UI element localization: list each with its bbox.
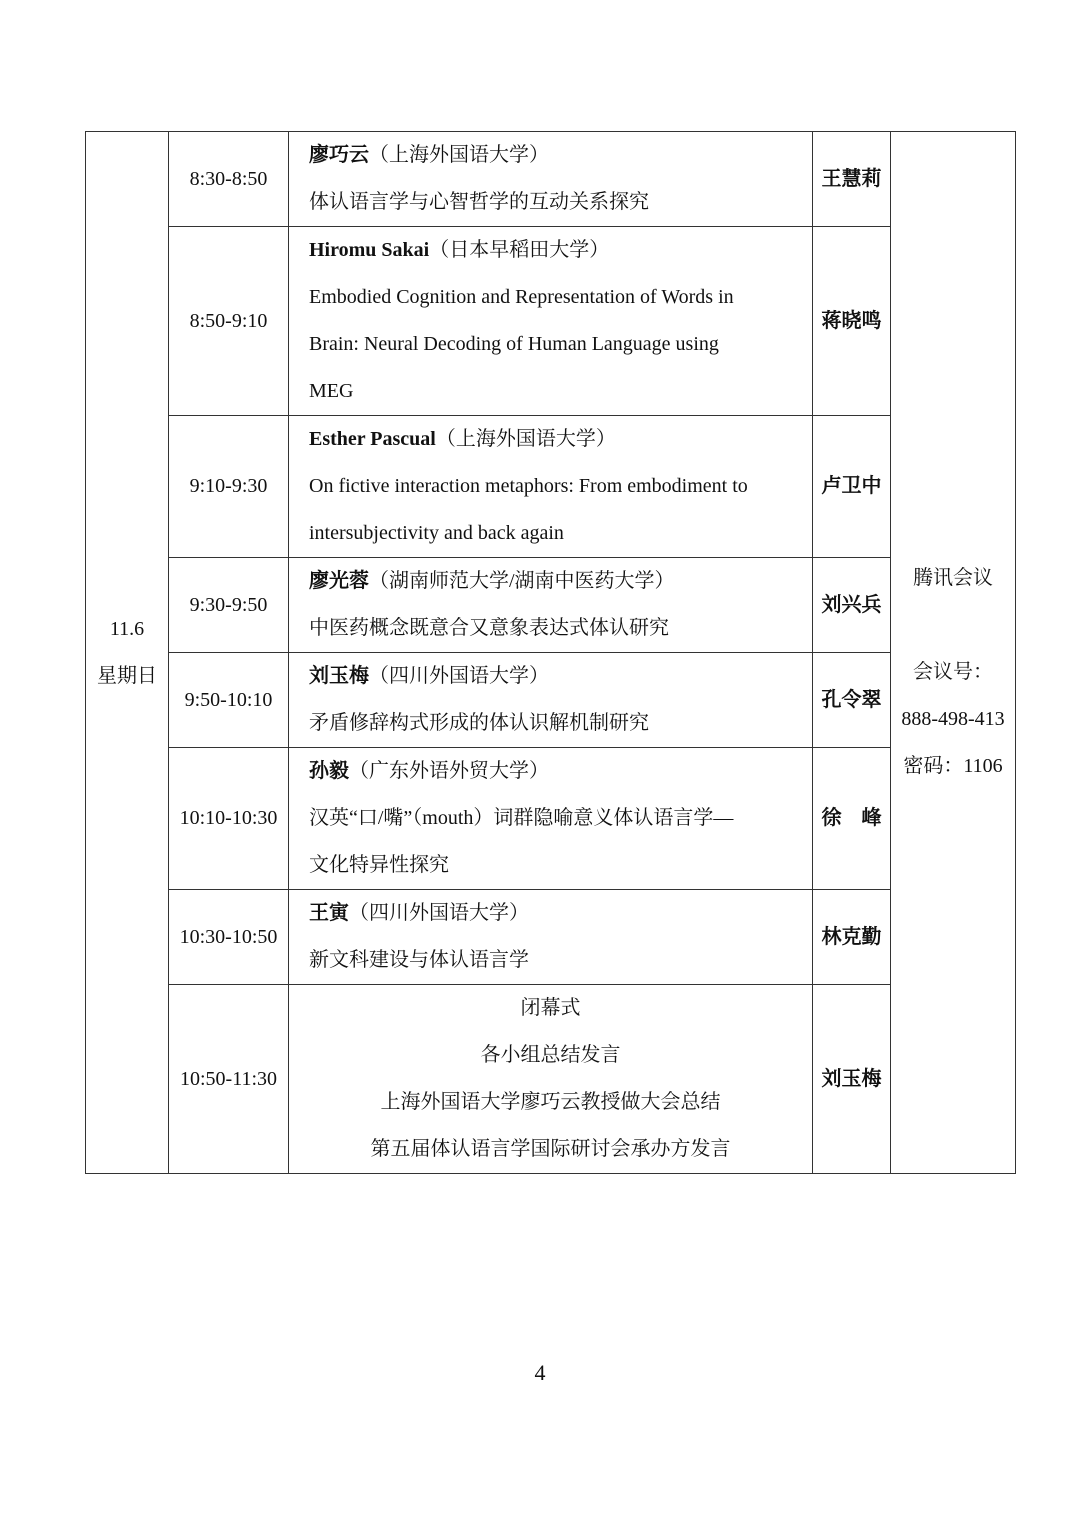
talk-title-line: intersubjectivity and back again — [309, 522, 564, 544]
meeting-id: 888-498-413 — [901, 708, 1005, 730]
talk-cell — [289, 653, 813, 748]
talk-title-line: On fictive interaction metaphors: From embodiment to — [309, 475, 748, 497]
time-cell: 8:30-8:50 — [169, 132, 289, 227]
table-row — [86, 558, 1016, 653]
time-cell: 10:30-10:50 — [169, 890, 289, 985]
venue-cell — [891, 132, 1016, 1174]
time-cell: 9:30-9:50 — [169, 558, 289, 653]
time-cell: 10:10-10:30 — [169, 748, 289, 890]
talk-title-line: 中医药概念既意合又意象表达式体认研究 — [309, 617, 669, 639]
talk-content — [309, 227, 793, 415]
closing-line: 各小组总结发言 — [480, 1044, 621, 1066]
host-cell: 刘玉梅 — [813, 985, 891, 1174]
speaker-line — [309, 558, 793, 605]
talk-content — [309, 653, 793, 747]
speaker-name: Hiromu Sakai — [309, 239, 430, 261]
time-cell: 10:50-11:30 — [169, 985, 289, 1174]
meeting-password: 密码：1106 — [903, 755, 1003, 777]
talk-title-line: 新文科建设与体认语言学 — [309, 949, 529, 971]
speaker-name: 廖光蓉 — [309, 570, 369, 592]
table-row — [86, 890, 1016, 985]
affiliation: （广东外语外贸大学） — [349, 760, 549, 782]
host-cell: 林克勤 — [813, 890, 891, 985]
talk-cell — [289, 748, 813, 890]
talk-title-line: 体认语言学与心智哲学的互动关系探究 — [309, 191, 649, 213]
weekday: 星期日 — [97, 664, 157, 687]
host-cell: 王慧莉 — [813, 132, 891, 227]
speaker-name: 刘玉梅 — [309, 665, 369, 687]
closing-line: 第五届体认语言学国际研讨会承办方发言 — [370, 1138, 731, 1160]
talk-content — [309, 558, 793, 652]
closing-row — [86, 985, 1016, 1174]
speaker-line — [309, 227, 793, 274]
talk-title-line: Embodied Cognition and Representation of Words in — [309, 286, 734, 308]
table-row — [86, 748, 1016, 890]
host-cell: 卢卫中 — [813, 416, 891, 558]
table-row — [86, 653, 1016, 748]
speaker-name: 孙毅 — [309, 760, 349, 782]
time-cell: 8:50-9:10 — [169, 227, 289, 416]
talk-title-line: 汉英“口/嘴”（mouth）词群隐喻意义体认语言学— — [309, 807, 734, 829]
schedule-table — [85, 131, 1016, 1174]
affiliation: （湖南师范大学/湖南中医药大学） — [369, 570, 675, 592]
spacer — [891, 602, 1015, 649]
meeting-platform: 腾讯会议 — [913, 567, 993, 589]
host-cell: 刘兴兵 — [813, 558, 891, 653]
talk-title-line: MEG — [309, 380, 354, 402]
talk-cell — [289, 890, 813, 985]
speaker-line — [309, 653, 793, 700]
affiliation: （日本早稻田大学） — [429, 239, 610, 261]
affiliation: （四川外国语大学） — [369, 665, 549, 687]
page-number: 4 — [534, 1360, 546, 1385]
talk-title-line: 矛盾修辞构式形成的体认识解机制研究 — [309, 712, 649, 734]
speaker-line — [309, 748, 793, 795]
talk-content — [309, 748, 793, 889]
talk-cell — [289, 558, 813, 653]
speaker-name: Esther Pascual — [309, 428, 436, 450]
talk-title-line: Brain: Neural Decoding of Human Language using — [309, 333, 719, 355]
talk-title-line: 文化特异性探究 — [309, 854, 449, 876]
affiliation: （上海外国语大学） — [435, 428, 616, 450]
talk-content — [309, 132, 793, 226]
host-cell: 徐 峰 — [813, 748, 891, 890]
time-cell: 9:10-9:30 — [169, 416, 289, 558]
time-cell: 9:50-10:10 — [169, 653, 289, 748]
affiliation: （四川外国语大学） — [349, 902, 529, 924]
table-row — [86, 132, 1016, 227]
talk-cell — [289, 132, 813, 227]
affiliation: （上海外国语大学） — [369, 144, 549, 166]
date: 11.6 — [109, 617, 145, 640]
speaker-name: 王寅 — [309, 902, 349, 924]
host-cell: 孔令翠 — [813, 653, 891, 748]
closing-line: 闭幕式 — [520, 997, 581, 1019]
host-cell: 蒋晓鸣 — [813, 227, 891, 416]
speaker-line — [309, 132, 793, 179]
closing-cell — [289, 985, 813, 1174]
talk-cell — [289, 416, 813, 558]
talk-content — [309, 416, 793, 557]
talk-cell — [289, 227, 813, 416]
speaker-line — [309, 416, 793, 463]
speaker-line — [309, 890, 793, 937]
meeting-id-label: 会议号： — [913, 661, 993, 683]
speaker-name: 廖巧云 — [309, 144, 369, 166]
date-cell — [86, 132, 169, 1174]
table-row — [86, 416, 1016, 558]
talk-content — [309, 890, 793, 984]
closing-line: 上海外国语大学廖巧云教授做大会总结 — [380, 1091, 721, 1113]
table-row — [86, 227, 1016, 416]
